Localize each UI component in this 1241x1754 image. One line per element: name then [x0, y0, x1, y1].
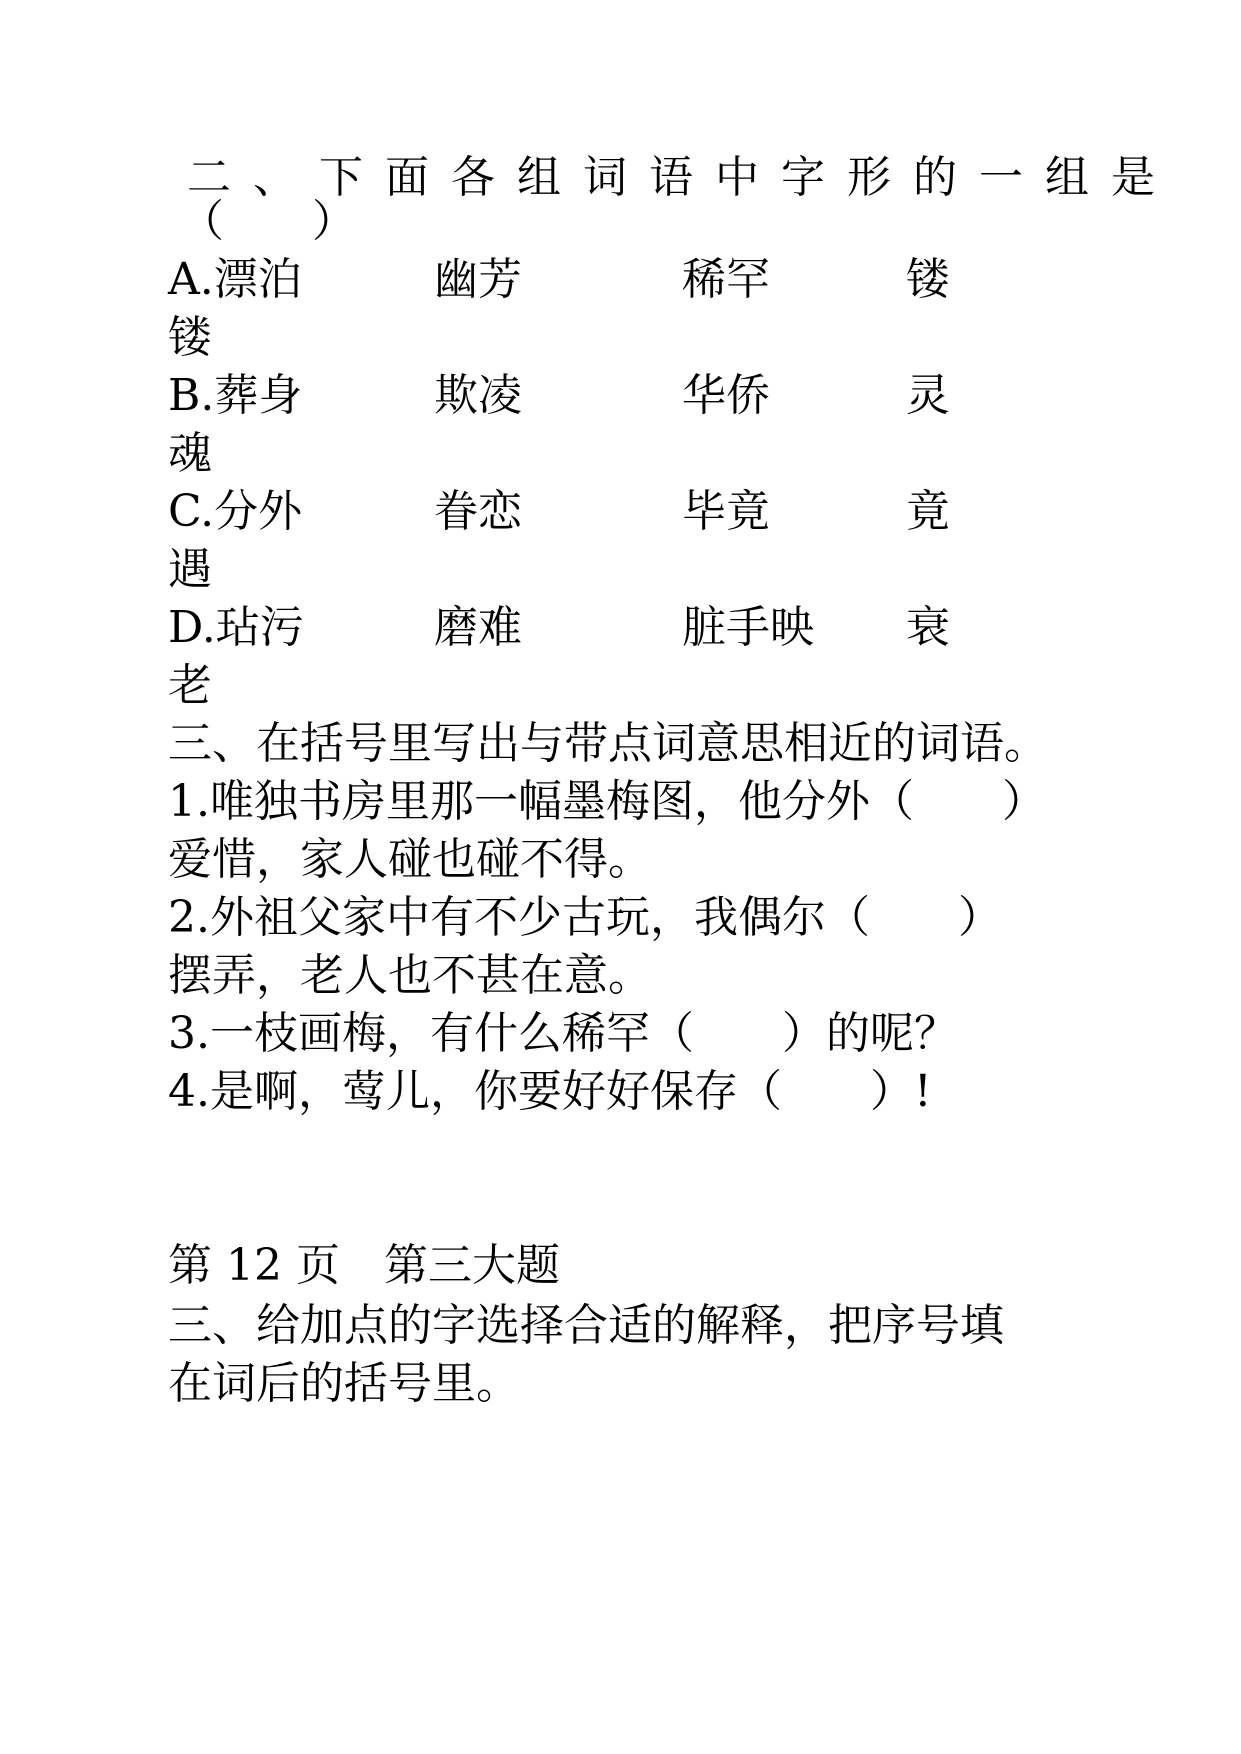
question-4: 4.是啊，莺儿，你要好好保存（ ）! — [168, 1066, 932, 1117]
option-word: 磨难 — [434, 602, 522, 653]
question-2-line1: 2.外祖父家中有不少古玩，我偶尔（ ） — [168, 892, 1002, 943]
section2-answer-paren: （ ） — [180, 196, 356, 247]
option-word: 欺凌 — [434, 370, 522, 421]
question-2-line2: 摆弄，老人也不甚在意。 — [168, 950, 652, 1001]
section3-title: 三、在括号里写出与带点词意思相近的词语。 — [168, 718, 1048, 769]
option-word: 衰 — [906, 602, 950, 653]
page-reference: 第 12 页 第三大题 — [168, 1240, 560, 1291]
option-word: 镂 — [906, 254, 950, 305]
option-word-wrap: 镂 — [168, 312, 212, 363]
option-word: 毕竟 — [682, 486, 770, 537]
option-word: 幽芳 — [434, 254, 522, 305]
option-word: 葬身 — [214, 370, 303, 421]
option-word-wrap: 老 — [168, 660, 212, 711]
section3b-line2: 在词后的括号里。 — [168, 1358, 520, 1409]
option-word: 竟 — [906, 486, 950, 537]
option-word-wrap: 魂 — [168, 428, 212, 479]
option-word: 华侨 — [682, 370, 770, 421]
question-3: 3.一枝画梅，有什么稀罕（ ）的呢？ — [168, 1008, 958, 1059]
option-label: D. — [168, 602, 216, 653]
option-word: 稀罕 — [682, 254, 770, 305]
option-word: 脏手映 — [682, 602, 814, 653]
question-1-line1: 1.唯独书房里那一幅墨梅图，他分外（ ） — [168, 776, 1046, 827]
section3b-line1: 三、给加点的字选择合适的解释，把序号填 — [168, 1300, 1004, 1351]
option-label: C. — [168, 486, 215, 537]
option-word-wrap: 遇 — [168, 544, 212, 595]
question-1-line2: 爱惜，家人碰也碰不得。 — [168, 834, 652, 885]
option-a — [168, 250, 302, 310]
option-label: B. — [168, 370, 215, 421]
option-label: A. — [168, 254, 214, 305]
option-word: 灵 — [906, 370, 950, 421]
option-c — [168, 482, 302, 542]
option-word: 眷恋 — [434, 486, 522, 537]
option-b — [168, 366, 302, 426]
section2-title: 二、下面各组词语中字形的一组是 — [187, 152, 1177, 203]
option-d — [168, 598, 304, 658]
option-word: 分外 — [214, 486, 303, 537]
option-word: 漂泊 — [213, 254, 302, 305]
option-word: 玷污 — [215, 602, 304, 653]
